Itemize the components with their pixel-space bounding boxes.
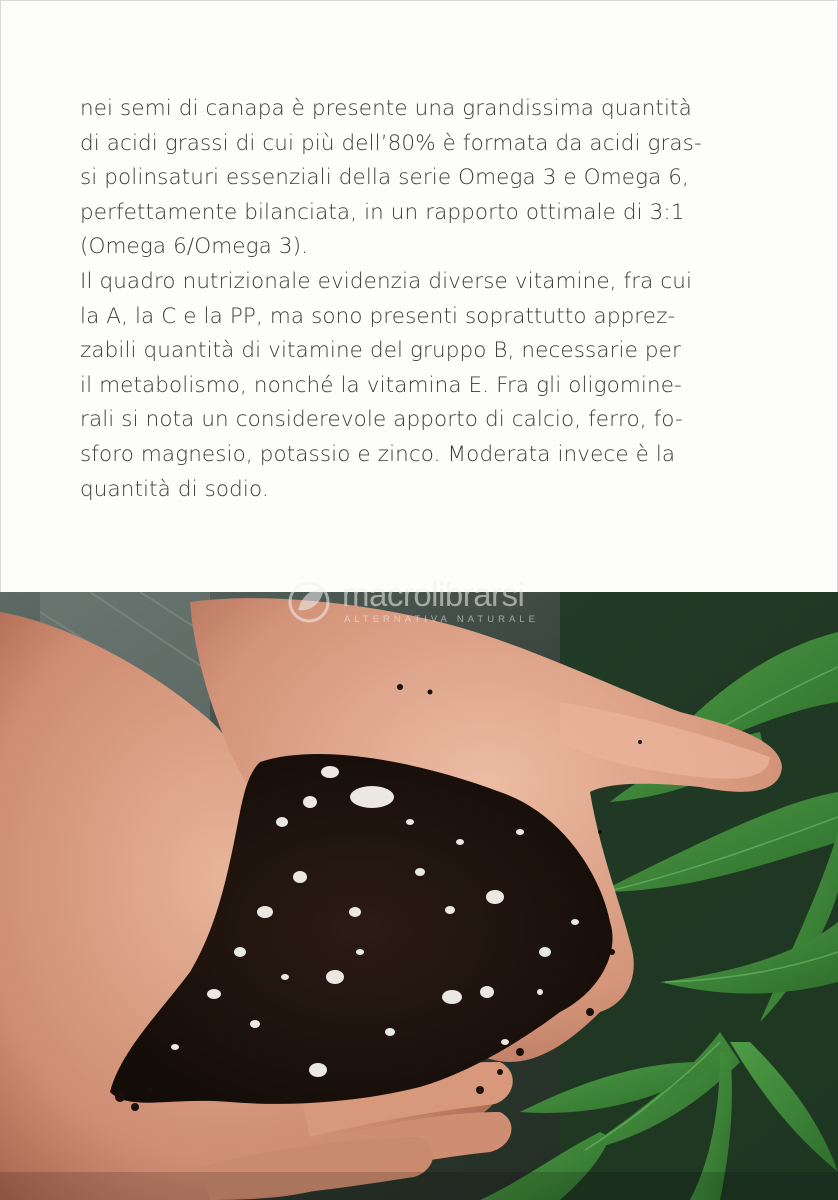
photo-hands-holding-soil	[0, 592, 838, 1200]
paragraph-hemp-fatty-acids	[80, 92, 700, 265]
text-line: rali si nota un considerevole apporto di calcio, ferro, fo-	[80, 407, 683, 433]
text-line: quantità di sodio.	[80, 476, 269, 502]
leaf-logo-icon	[284, 580, 334, 624]
text-line: Il quadro nutrizionale evidenzia diverse vitamine, fra cui	[80, 268, 693, 294]
watermark	[284, 574, 584, 630]
text-line: la A, la C e la PP, ma sono presenti soprattutto apprez-	[80, 303, 676, 329]
text-line: perfettamente bilanciata, in un rapporto ottimale di 3:1	[80, 199, 685, 225]
text-line: zabili quantità di vitamine del gruppo B, necessarie per	[80, 338, 681, 364]
text-line: (Omega 6/Omega 3).	[80, 234, 309, 260]
paragraph-nutritional-profile	[80, 265, 700, 507]
text-line: si polinsaturi essenziali della serie Omega 3 e Omega 6,	[80, 165, 689, 191]
watermark-brand: macrolibrarsi	[342, 576, 525, 613]
body-text	[80, 92, 700, 507]
watermark-tagline: ALTERNATIVA NATURALE	[344, 614, 539, 625]
text-line: il metabolismo, nonché la vitamina E. Fra gli oligomine-	[80, 372, 682, 398]
text-line: nei semi di canapa è presente una grandissima quantità	[80, 96, 692, 121]
text-line: sforo magnesio, potassio e zinco. Moderata invece è la	[80, 441, 676, 467]
text-line: di acidi grassi di cui più dell’80% è formata da acidi gras-	[80, 130, 702, 156]
